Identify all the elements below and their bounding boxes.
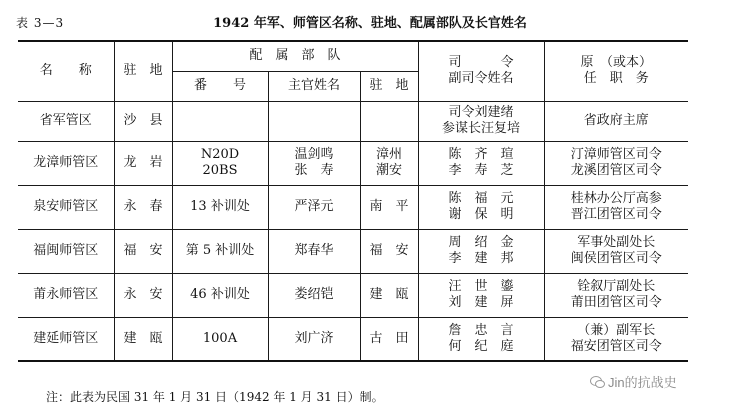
commander-line: 李 寿 芝 <box>448 163 514 178</box>
cell-commander <box>418 317 544 361</box>
header-row-1 <box>18 41 688 71</box>
cell-name: 福闽师管区 <box>18 229 114 273</box>
cell-officer <box>268 141 360 185</box>
attached-station-line: 漳州 <box>376 147 403 162</box>
cell-former-post <box>544 273 688 317</box>
cell-station: 龙 岩 <box>114 141 172 185</box>
commander-line: 周 绍 金 <box>448 235 514 250</box>
cell-number <box>172 141 268 185</box>
former-line: 汀漳师管区司令 <box>570 147 662 162</box>
cell-attached-station: 古 田 <box>360 317 418 361</box>
commander-line: 李 建 邦 <box>448 251 514 266</box>
commander-line: 陈 齐 瑄 <box>448 147 514 162</box>
former-line: 省政府主席 <box>583 113 649 128</box>
former-line: 铨叙厅副处长 <box>577 279 656 294</box>
cell-commander <box>418 273 544 317</box>
cell-former-post <box>544 317 688 361</box>
cell-attached-station: 福 安 <box>360 229 418 273</box>
commander-line: 汪 世 鎏 <box>448 279 514 294</box>
header-attached-station: 驻 地 <box>360 71 418 101</box>
header-former-line2: 任 职 务 <box>583 71 649 87</box>
commander-line: 司令刘建绪 <box>448 105 514 120</box>
table-footnote: 注：此表为民国 31 年 1 月 31 日（1942 年 1 月 31 日）制。 <box>46 390 384 404</box>
number-line: N20D <box>200 147 240 162</box>
cell-commander <box>418 185 544 229</box>
cell-station: 沙 县 <box>114 101 172 141</box>
cell-officer <box>268 101 360 141</box>
cell-station: 建 瓯 <box>114 317 172 361</box>
cell-number <box>172 101 268 141</box>
commander-line: 詹 忠 言 <box>448 322 514 338</box>
cell-station: 永 安 <box>114 273 172 317</box>
number-line: 20BS <box>202 163 238 178</box>
watermark <box>590 372 677 391</box>
cell-name: 省军管区 <box>18 101 114 141</box>
former-line: 龙溪团管区司令 <box>570 163 662 178</box>
cell-commander <box>418 229 544 273</box>
header-former-line1: 原 （或本） <box>580 55 653 71</box>
cell-name: 建延师管区 <box>18 317 114 361</box>
cell-number: 第 5 补训处 <box>172 229 268 273</box>
header-former-post <box>544 41 688 101</box>
cell-number: 46 补训处 <box>172 273 268 317</box>
table-row <box>18 229 688 273</box>
commander-line: 陈 福 元 <box>448 191 514 206</box>
wechat-icon <box>590 376 604 388</box>
former-line: 闽侯团管区司令 <box>570 251 662 266</box>
header-commander-line2: 副司令姓名 <box>448 71 514 87</box>
cell-attached-station: 南 平 <box>360 185 418 229</box>
cell-number: 13 补训处 <box>172 185 268 229</box>
former-line: （兼）副军长 <box>577 322 656 338</box>
commander-line: 刘 建 屏 <box>448 295 514 310</box>
table-row <box>18 185 688 229</box>
header-name: 名 称 <box>18 41 114 101</box>
table-row <box>18 101 688 141</box>
officer-line: 张 寿 <box>294 163 334 178</box>
table-title: 1942 年军、师管区名称、驻地、配属部队及长官姓名 <box>213 16 527 31</box>
cell-station: 永 春 <box>114 185 172 229</box>
cell-name: 泉安师管区 <box>18 185 114 229</box>
cell-officer: 严泽元 <box>268 185 360 229</box>
former-line: 莆田团管区司令 <box>570 295 662 310</box>
cell-former-post <box>544 185 688 229</box>
header-station: 驻 地 <box>114 41 172 101</box>
header-commander <box>418 41 544 101</box>
cell-officer: 刘广济 <box>268 317 360 361</box>
cell-number: 100A <box>172 317 268 361</box>
cell-officer: 娄绍铠 <box>268 273 360 317</box>
cell-attached-station <box>360 141 418 185</box>
former-line: 军事处副处长 <box>577 235 656 250</box>
cell-former-post <box>544 101 688 141</box>
cell-former-post <box>544 141 688 185</box>
table-number: 表 3—3 <box>16 16 65 30</box>
cell-officer: 郑春华 <box>268 229 360 273</box>
table-row <box>18 141 688 185</box>
header-commander-line1: 司 令 <box>448 55 514 71</box>
data-table <box>18 40 688 362</box>
cell-station: 福 安 <box>114 229 172 273</box>
cell-name: 莆永师管区 <box>18 273 114 317</box>
header-attached-units: 配 属 部 队 <box>172 41 418 71</box>
table-row <box>18 273 688 317</box>
former-line: 福安团管区司令 <box>570 338 662 354</box>
table-row <box>18 317 688 361</box>
header-officer: 主官姓名 <box>268 71 360 101</box>
commander-line: 何 纪 庭 <box>448 338 514 354</box>
cell-name: 龙漳师管区 <box>18 141 114 185</box>
former-line: 晋江团管区司令 <box>570 207 662 222</box>
watermark-text: Jin的抗战史 <box>608 375 677 390</box>
commander-line: 谢 保 明 <box>448 207 514 222</box>
cell-attached-station: 建 瓯 <box>360 273 418 317</box>
header-number: 番 号 <box>172 71 268 101</box>
cell-commander <box>418 101 544 141</box>
cell-attached-station <box>360 101 418 141</box>
cell-former-post <box>544 229 688 273</box>
officer-line: 温剑鸣 <box>294 147 334 162</box>
former-line: 桂林办公厅高参 <box>570 191 662 206</box>
attached-station-line: 潮安 <box>376 163 403 178</box>
commander-line: 参谋长汪复培 <box>442 121 521 136</box>
cell-commander <box>418 141 544 185</box>
